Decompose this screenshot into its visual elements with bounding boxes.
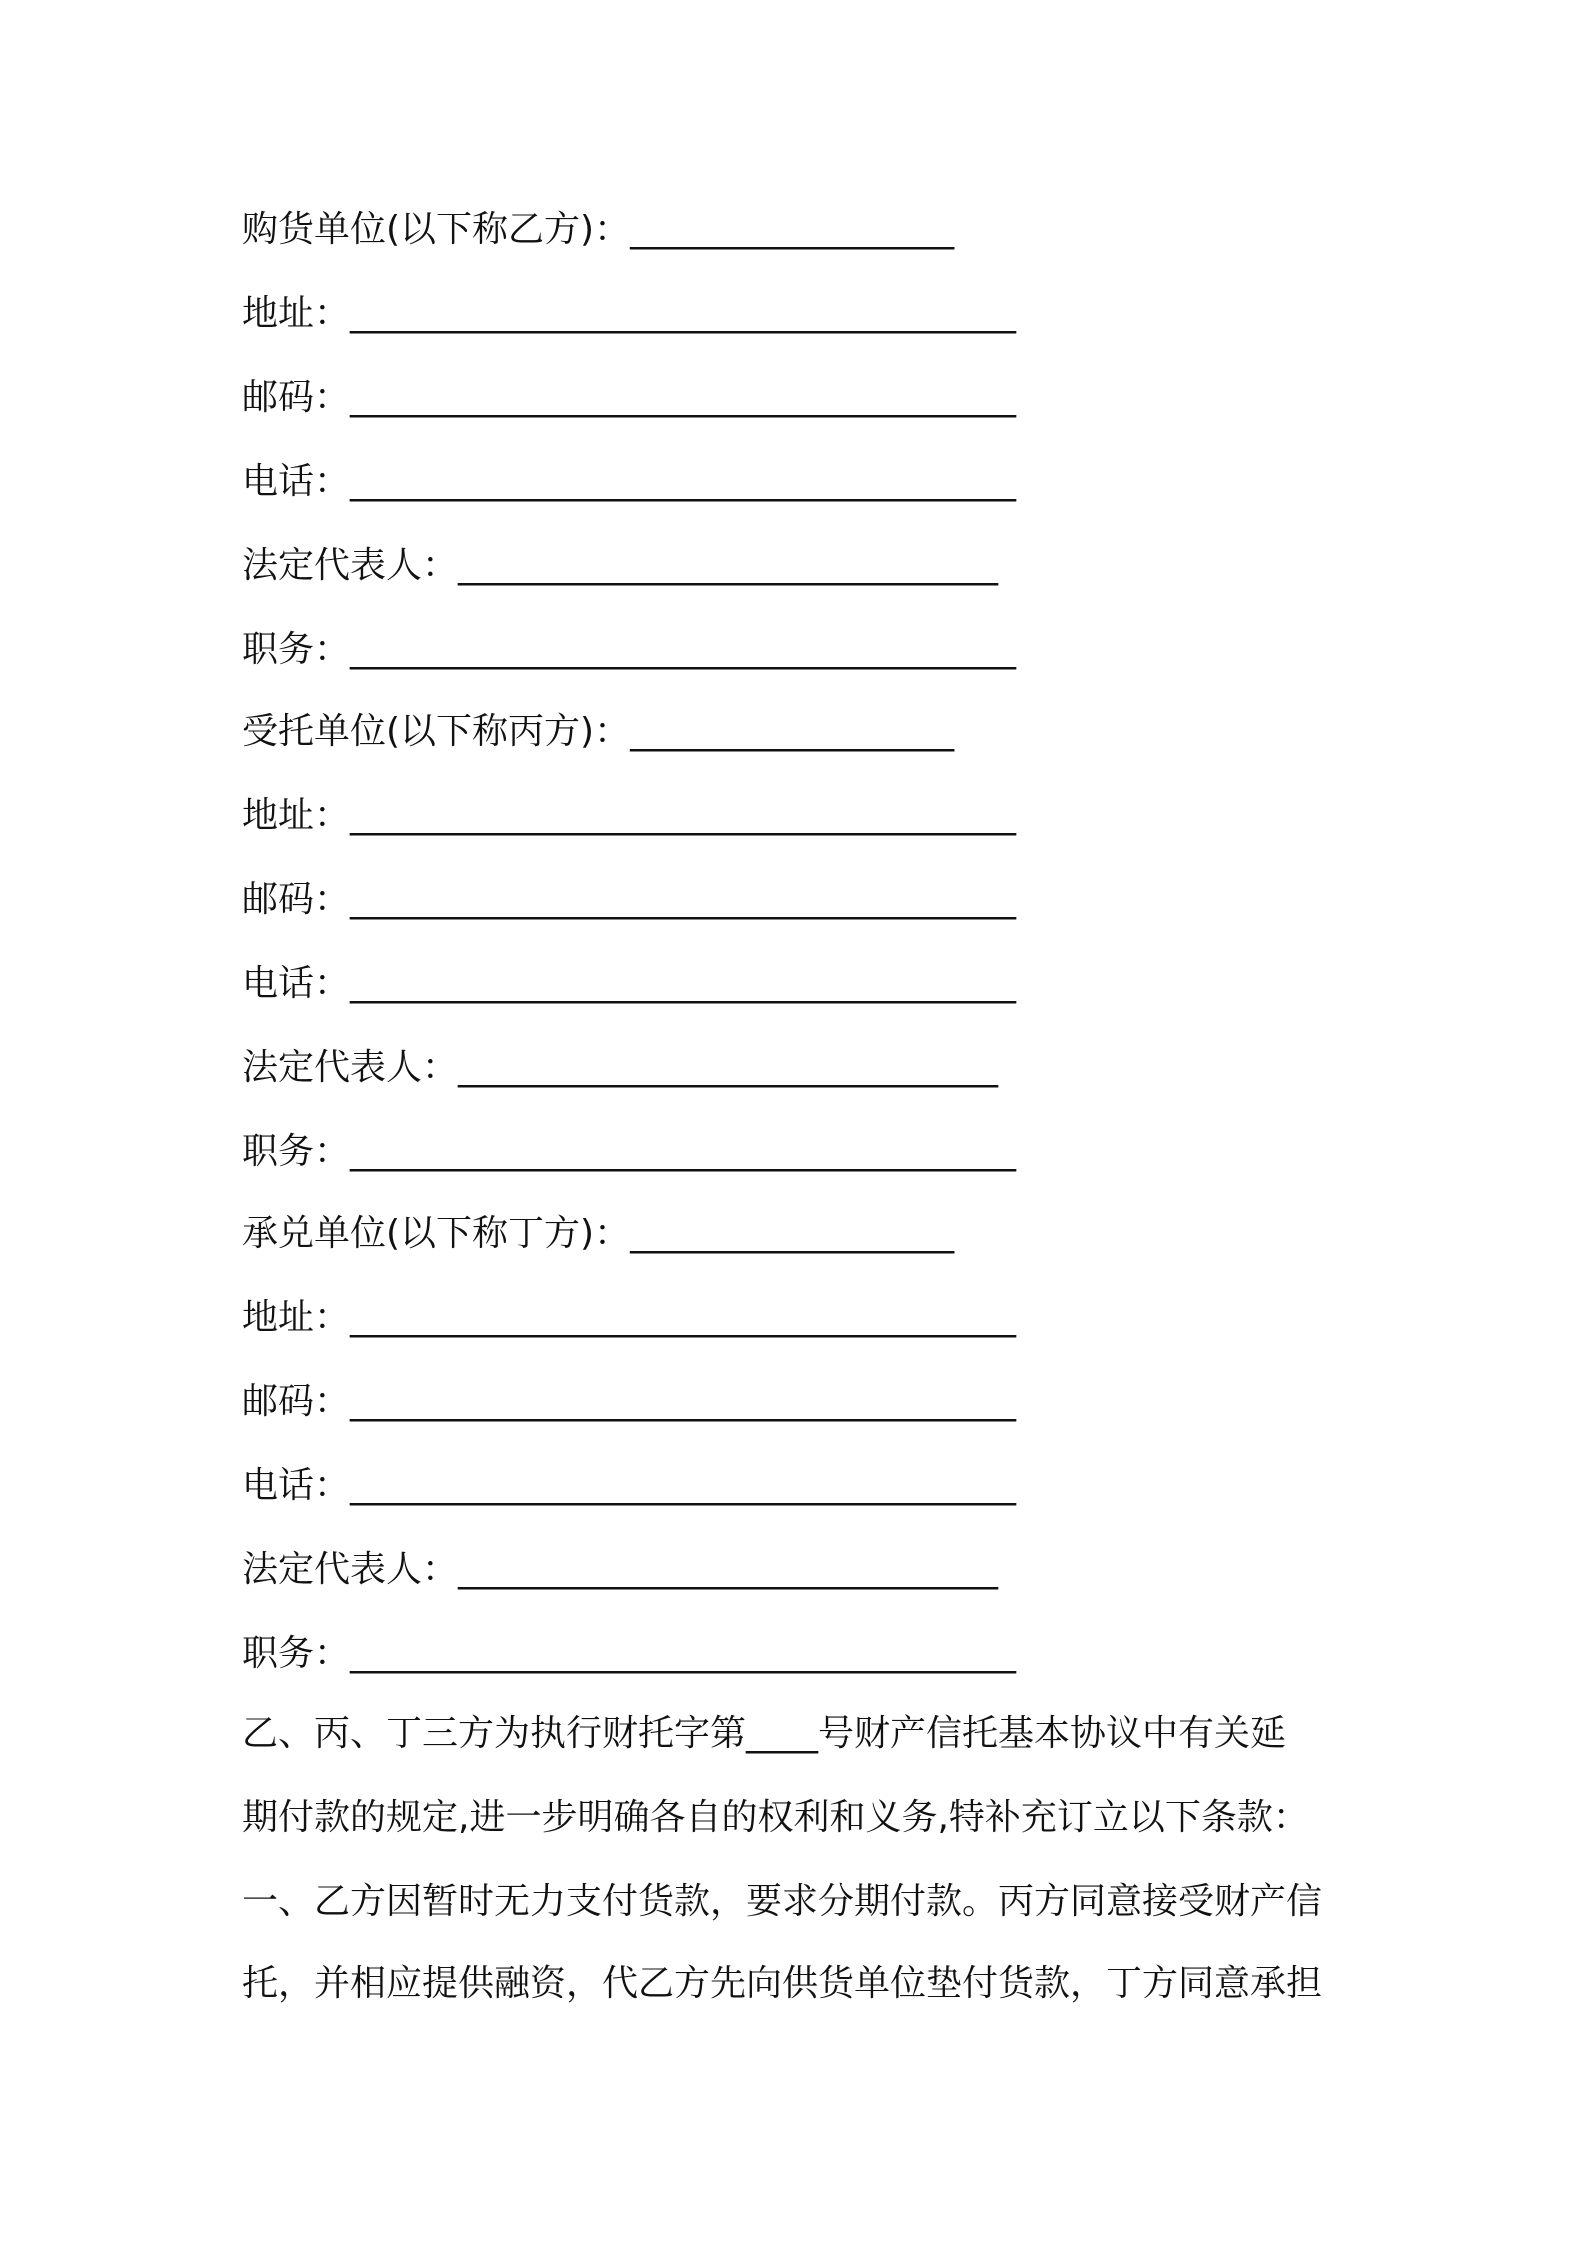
party-d-legal-rep-field: 法定代表人：______________________________ — [242, 1549, 999, 1590]
party-c-address-field: 地址：_____________________________________ — [242, 795, 1017, 836]
party-b-postcode-field: 邮码：_____________________________________ — [242, 377, 1017, 418]
party-c-postcode-field: 邮码：_____________________________________ — [242, 879, 1017, 920]
party-c-phone-field: 电话：_____________________________________ — [242, 963, 1017, 1004]
paragraph-2-line-1: 一、乙方因暂时无力支付货款，要求分期付款。丙方同意接受财产信 — [242, 1881, 1323, 1922]
paragraph-2-line-2: 托，并相应提供融资，代乙方先向供货单位垫付货款，丁方同意承担 — [242, 1963, 1323, 2004]
party-d-address-field: 地址：_____________________________________ — [242, 1297, 1017, 1338]
party-b-title: 购货单位(以下称乙方)：__________________ — [242, 209, 955, 250]
party-d-position-field: 职务：_____________________________________ — [242, 1633, 1017, 1674]
party-c-position-field: 职务：_____________________________________ — [242, 1131, 1017, 1172]
paragraph-1-line-2: 期付款的规定,进一步明确各自的权利和义务,特补充订立以下条款： — [242, 1797, 1309, 1838]
party-c-legal-rep-field: 法定代表人：______________________________ — [242, 1047, 999, 1088]
party-d-phone-field: 电话：_____________________________________ — [242, 1465, 1017, 1506]
party-d-postcode-field: 邮码：_____________________________________ — [242, 1381, 1017, 1422]
paragraph-1-line-1: 乙、丙、丁三方为执行财托字第____号财产信托基本协议中有关延 — [242, 1713, 1287, 1754]
party-b-address-field: 地址：_____________________________________ — [242, 293, 1017, 334]
party-b-phone-field: 电话：_____________________________________ — [242, 461, 1017, 502]
party-d-title: 承兑单位(以下称丁方)：__________________ — [242, 1213, 955, 1254]
party-c-title: 受托单位(以下称丙方)：__________________ — [242, 711, 955, 752]
party-b-legal-rep-field: 法定代表人：______________________________ — [242, 545, 999, 586]
party-b-position-field: 职务：_____________________________________ — [242, 629, 1017, 670]
